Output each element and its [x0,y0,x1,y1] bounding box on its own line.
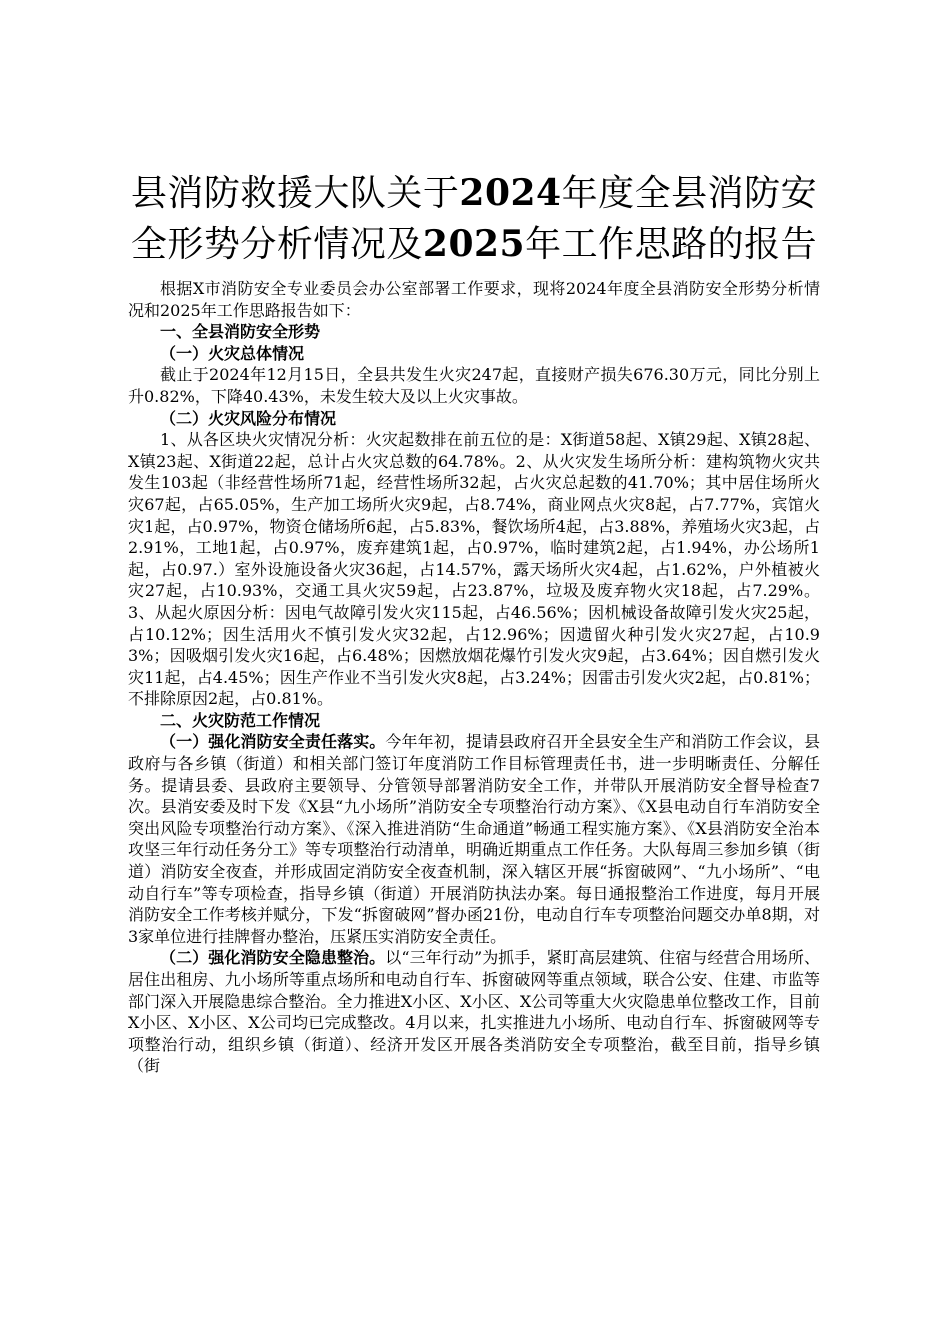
section2-sub2-lead: （二）强化消防安全隐患整治。 [160,948,386,968]
section1-sub2-paragraph: 1、从各区块火灾情况分析：火灾起数排在前五位的是：X街道58起、X镇29起、X镇28起、X镇23起、X街道22起，总计占火灾总数的64.78%。2、从火灾发生场所分析：建构筑物火灾共发生103起（非经营性场所71起，经营性场所32起，占火灾总起数的41.70%；其中居住场所火灾67起，占65.05%，生产加工场所火灾9起，占8.74%，商业网点火灾8起，占7.77%，宾馆火灾1起，占0.97%，物资仓储场所6起，占5.83%，餐饮场所4起，占3.88%，养殖场火灾3起，占2.91%，工地1起，占0.97%，废弃建筑1起，占0.97%，临时建筑2起，占1.94%，办公场所1起，占0.97.）室外设施设备火灾36起，占14.57%，露天场所火灾4起，占1.62%，户外植被火灾27起，占10.93%，交通工具火灾59起，占23.87%，垃圾及废弃物火灾18起，占7.29%。3、从起火原因分析：因电气故障引发火灾115起，占46.56%；因机械设备故障引发火灾25起，占10.12%；因生活用火不慎引发火灾32起，占12.96%；因遗留火种引发火灾27起，占10.93%；因吸烟引发火灾16起，占6.48%；因燃放烟花爆竹引发火灾9起，占3.64%；因自燃引发火灾11起，占4.45%；因生产作业不当引发火灾8起，占3.24%；因雷击引发火灾2起，占0.81%；不排除原因2起，占0.81%。 [128,430,820,709]
section2-heading: 二、火灾防范工作情况 [160,710,321,730]
section2-sub1-paragraph [128,731,820,947]
document-title [128,168,820,270]
intro-paragraph: 根据X市消防安全专业委员会办公室部署工作要求，现将2024年度全县消防安全形势分析情况和2025年工作思路报告如下： [128,279,820,320]
title-part3: 年工作思路的报告 [525,224,818,265]
section1-sub2-heading: （二）火灾风险分布情况 [160,408,337,428]
title-part1: 县消防救援大队关于 [130,173,460,214]
section1-sub1-paragraph: 截止于2024年12月15日，全县共发生火灾247起，直接财产损失676.30万元，同比分别上升0.82%，下降40.43%，未发生较大及以上火灾事故。 [128,365,820,406]
section2-sub1-lead: （一）强化消防安全责任落实。 [160,732,386,752]
section2-sub2-text: 以“三年行动”为抓手，紧盯高层建筑、住宿与经营合用场所、居住出租房、九小场所等重点场所和电动自行车、拆窗破网等重点领域，联合公安、住建、市监等部门深入开展隐患综合整治。全力推进X小区、X小区、X公司等重大火灾隐患单位整改工作，目前X小区、X小区、X公司均已完成整改。4月以来，扎实推进九小场所、电动自行车、拆窗破网等专项整治行动，组织乡镇（街道）、经济开发区开展各类消防安全专项整治，截至目前，指导乡镇（街 [128,948,820,1076]
section2-sub2-paragraph [128,947,820,1077]
section2-sub1-text: 今年年初，提请县政府召开全县安全生产和消防工作会议，县政府与各乡镇（街道）和相关部门签订年度消防工作目标管理责任书，进一步明晰责任、分解任务。提请县委、县政府主要领导、分管领导部署消防安全工作，并带队开展消防安全督导检查7次。县消安委及时下发《X县“九小场所”消防安全专项整治行动方案》、《X县电动自行车消防安全突出风险专项整治行动方案》、《深入推进消防“生命通道”畅通工程实施方案》、《X县消防安全治本攻坚三年行动任务分工》等专项整治行动清单，明确近期重点工作任务。大队每周三参加乡镇（街道）消防安全夜查，并形成固定消防安全夜查机制，深入辖区开展“拆窗破网”、“九小场所”、“电动自行车”等专项检查，指导乡镇（街道）开展消防执法办案。每日通报整治工作进度，每月开展消防安全工作考核并赋分，下发“拆窗破网”督办函21份，电动自行车专项整治问题交办单8期，对3家单位进行挂牌督办整治，压紧压实消防安全责任。 [128,732,820,946]
section1-heading: 一、全县消防安全形势 [160,322,321,342]
title-year2: 2025 [422,223,526,265]
title-part2: 年度全县消防安全形势分析情况及 [130,173,818,265]
section1-sub1-heading: （一）火灾总体情况 [160,343,305,363]
document-page [128,168,820,1077]
title-year1: 2024 [459,172,562,214]
